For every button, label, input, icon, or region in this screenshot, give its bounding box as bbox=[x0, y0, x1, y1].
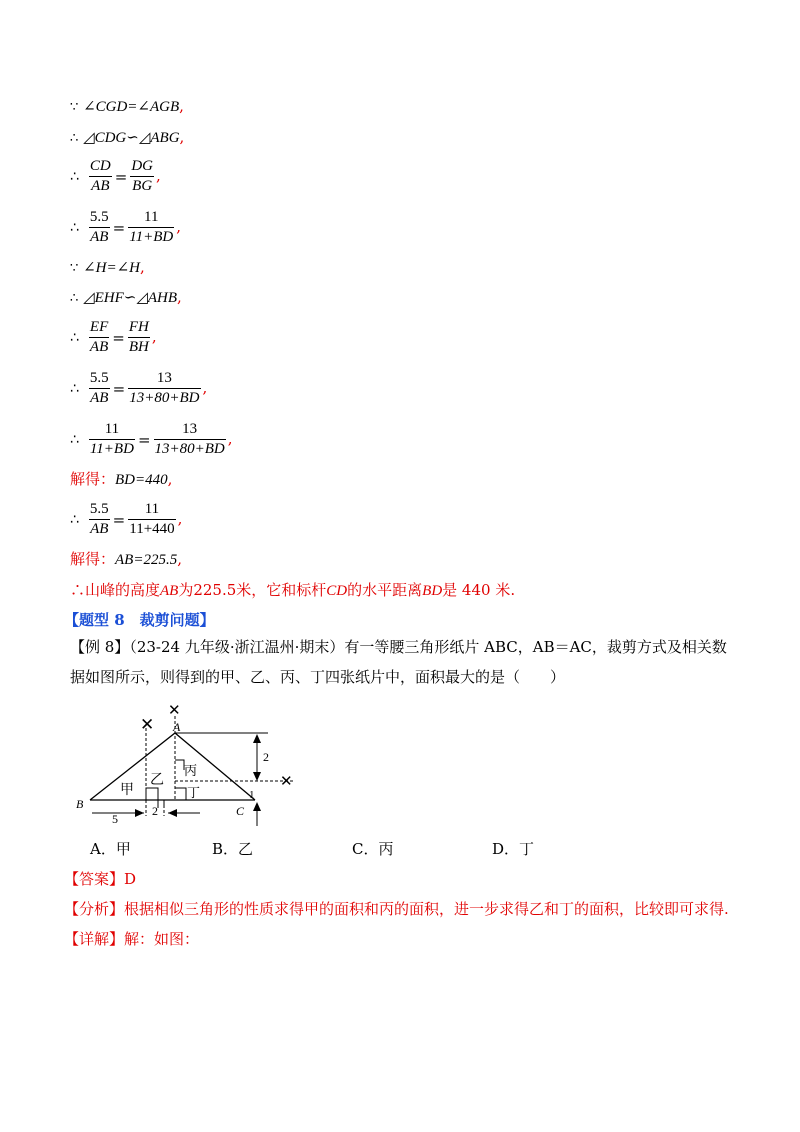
svg-text:✕: ✕ bbox=[280, 774, 293, 790]
detail-line: 【详解】解：如图： bbox=[64, 930, 200, 948]
fraction: $\frac{DG}{BG}$ bbox=[131, 158, 154, 194]
analysis-line: 【分析】根据相似三角形的性质求得甲的面积和丙的面积，进一步求得乙和丁的面积，比较即可求得. bbox=[64, 900, 729, 918]
solution-line-6: ∴ ◿EHF∽◿AHB, bbox=[70, 288, 182, 306]
svg-text:乙: 乙 bbox=[150, 773, 164, 788]
answer-line: 【答案】D bbox=[64, 870, 137, 888]
solution-line-9: ∴ $\frac{11}{11+BD}$ = $\frac{13}{13+80+BD}$ , bbox=[70, 421, 233, 457]
fraction: $\frac{5.5}{AB}$ bbox=[89, 501, 109, 537]
svg-text:✕: ✕ bbox=[168, 703, 181, 719]
fraction: $\frac{5.5}{AB}$ bbox=[89, 209, 109, 245]
triangle-cut-figure bbox=[72, 700, 312, 832]
example-text: （23-24 九年级·浙江温州·期末）有一等腰三角形纸片 ABC，AB＝AC，裁剪方式及相关数据如图所示，则得到的甲、乙、丙、丁四张纸片中，面积最大的是（ ） bbox=[70, 638, 727, 686]
solution-line-5: ∵ ∠H=∠H, bbox=[70, 258, 145, 276]
angle-equation: ∠CGD=∠AGB bbox=[83, 99, 180, 115]
solution-line-12: 解得：AB=225.5, bbox=[70, 550, 182, 568]
solution-line-11: ∴ $\frac{5.5}{AB}$ = $\frac{11}{11+440}$ , bbox=[70, 501, 183, 537]
solution-line-8: ∴ $\frac{5.5}{AB}$ = $\frac{13}{13+80+BD}$ , bbox=[70, 370, 208, 406]
svg-text:✕: ✕ bbox=[140, 715, 155, 734]
fraction: $\frac{EF}{AB}$ bbox=[89, 319, 109, 355]
svg-text:丙: 丙 bbox=[184, 763, 198, 778]
fraction: $\frac{11}{11+BD}$ bbox=[89, 421, 134, 457]
answer-value: D bbox=[124, 870, 137, 888]
fraction: $\frac{11}{11+440}$ bbox=[129, 501, 175, 537]
fraction: $\frac{FH}{BH}$ bbox=[128, 319, 149, 355]
svg-text:丁: 丁 bbox=[187, 785, 201, 800]
similar-triangles: ◿EHF∽◿AHB bbox=[83, 290, 178, 306]
punct: , bbox=[179, 128, 185, 146]
therefore-symbol: ∴ bbox=[70, 131, 79, 146]
because-symbol: ∵ bbox=[70, 100, 79, 115]
svg-text:A: A bbox=[173, 720, 181, 734]
option-b[interactable]: B．乙 bbox=[212, 840, 254, 858]
fraction: $\frac{11}{11+BD}$ bbox=[129, 209, 174, 245]
triangle-abc bbox=[90, 733, 255, 800]
solution-line-10: 解得：BD=440, bbox=[70, 470, 173, 488]
solution-line-4: ∴ $\frac{5.5}{AB}$ = $\frac{11}{11+BD}$ , bbox=[70, 209, 182, 245]
svg-text:1: 1 bbox=[249, 789, 255, 801]
option-d[interactable]: D．丁 bbox=[492, 840, 535, 858]
solution-line-3: ∴ $\frac{CD}{AB}$ = $\frac{DG}{BG}$ , bbox=[70, 158, 161, 194]
svg-text:5: 5 bbox=[112, 812, 118, 826]
solution-conclusion: ∴山峰的高度AB为225.5米，它和标杆CD的水平距离BD是 440 米. bbox=[70, 581, 516, 599]
fraction: $\frac{13}{13+80+BD}$ bbox=[129, 370, 200, 406]
svg-text:2: 2 bbox=[152, 804, 158, 818]
example-problem bbox=[70, 632, 730, 692]
angle-equation: ∠H=∠H bbox=[83, 260, 140, 276]
svg-text:B: B bbox=[76, 797, 84, 811]
fraction: $\frac{5.5}{AB}$ bbox=[89, 370, 109, 406]
section-title: 【题型 8 裁剪问题】 bbox=[64, 611, 215, 629]
svg-text:甲: 甲 bbox=[120, 783, 134, 798]
fraction: $\frac{13}{13+80+BD}$ bbox=[154, 421, 225, 457]
solution-line-2 bbox=[70, 127, 184, 149]
solution-line-1 bbox=[70, 96, 184, 118]
option-a[interactable]: A．甲 bbox=[90, 840, 131, 858]
solution-line-7: ∴ $\frac{EF}{AB}$ = $\frac{FH}{BH}$ , bbox=[70, 319, 157, 355]
svg-text:C: C bbox=[236, 804, 245, 818]
punct: , bbox=[179, 97, 184, 115]
svg-text:2: 2 bbox=[263, 750, 269, 764]
example-tag: 【例 8】 bbox=[70, 638, 130, 656]
option-c[interactable]: C．丙 bbox=[352, 840, 394, 858]
similar-triangles: ◿CDG∽◿ABG bbox=[83, 130, 180, 146]
fraction: $\frac{CD}{AB}$ bbox=[89, 158, 111, 194]
